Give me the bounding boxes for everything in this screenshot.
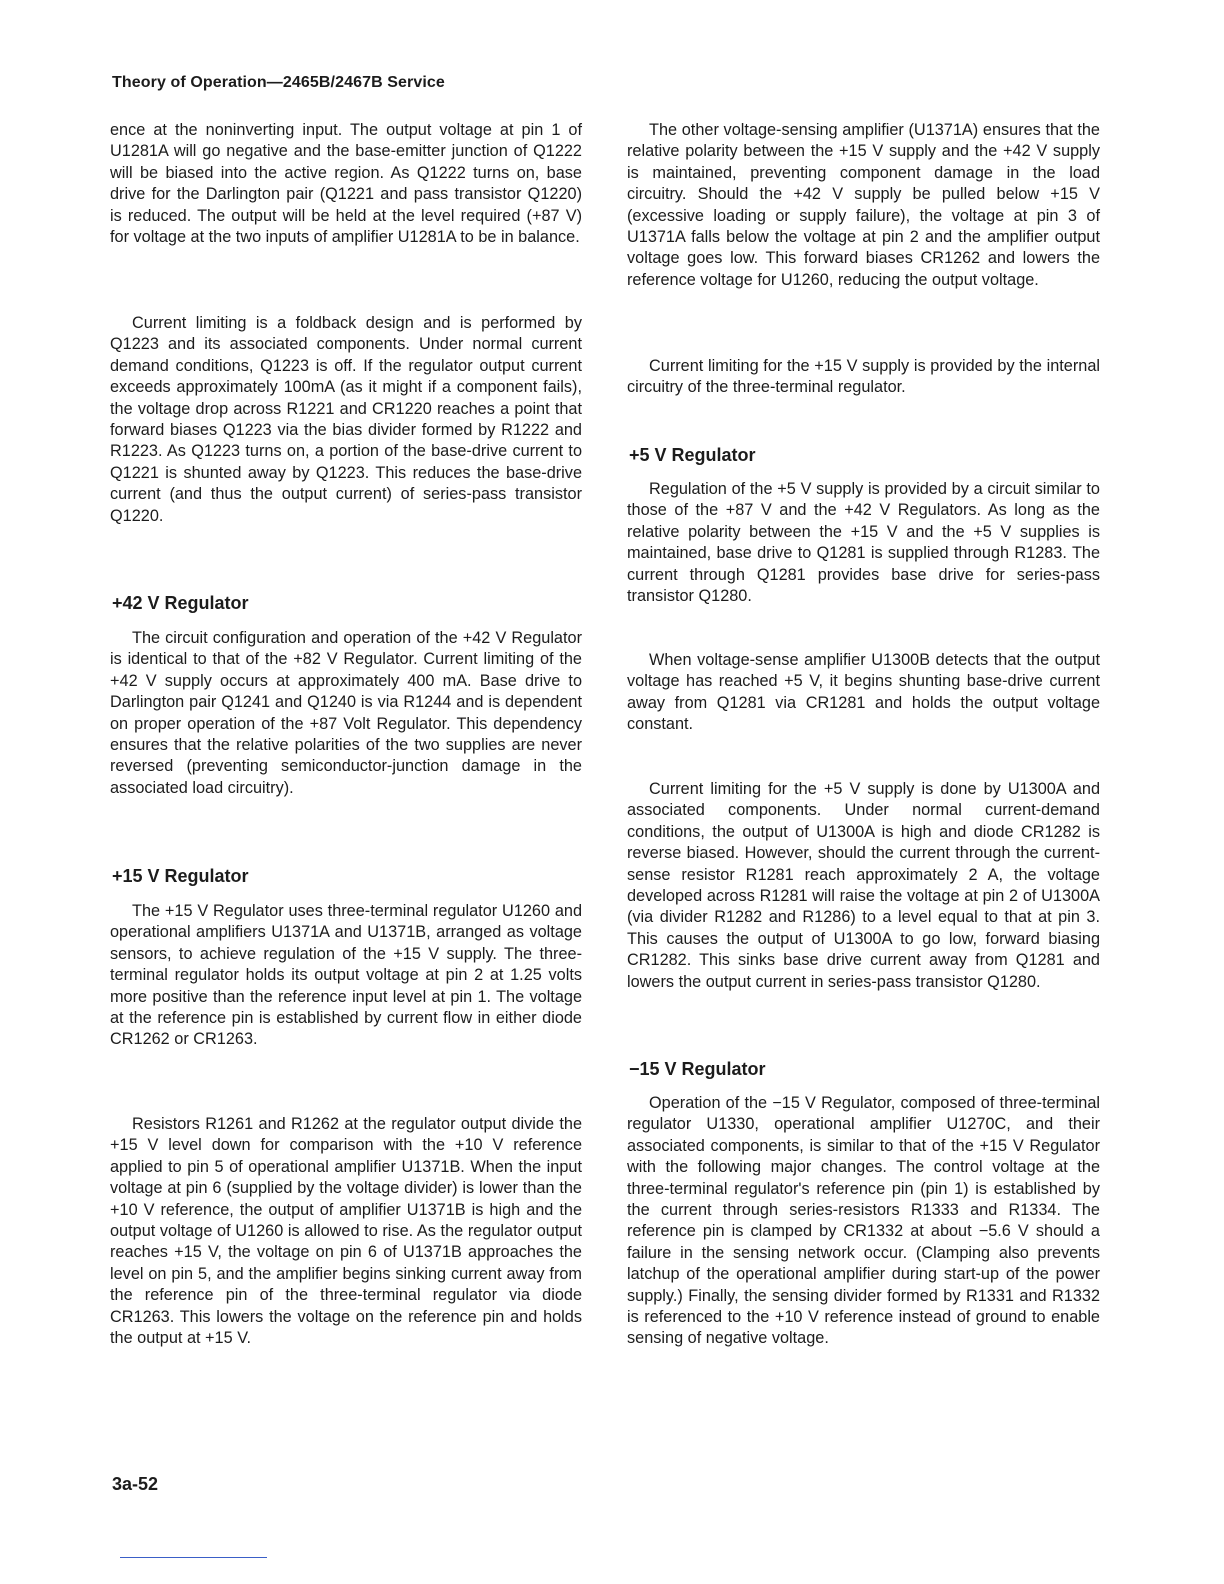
paragraph: Current limiting for the +5 V supply is done by U1300A and associated components. Under normal current-demand conditions, the output of U1300A is high and diode CR1282 is reverse biased. However, should the current through the current-sense resistor R1281 reach approximately 2 A, the voltage developed across R1281 will raise the voltage at pin 2 of U1300A (via divider R1282 and R1286) to a level equal to that at pin 3. This causes the output of U1300A to go low, forward biasing CR1282. This sinks base drive current away from Q1281 and lowers the output current in series-pass transistor Q1280. [627, 780, 1100, 991]
paragraph: The other voltage-sensing amplifier (U1371A) ensures that the relative polarity between the +15 V supply and the +42 V supply is maintained, preventing component damage in the load circuitry. Should the +42 V supply be pulled below +15 V (excessive loading or supply failure), the voltage at pin 3 of U1371A falls below the voltage at pin 2 and the amplifier output voltage goes low. This forward biases CR1262 and lowers the reference voltage for U1260, reducing the output voltage. [627, 121, 1100, 289]
section-heading-5v: +5 V Regulator [629, 445, 756, 465]
running-header: Theory of Operation—2465B/2467B Service [112, 74, 445, 91]
paragraph: Regulation of the +5 V supply is provided by a circuit similar to those of the +87 V and the +42 V Regulators. As long as the relative polarity between the +15 V and the +5 V supplies is maintained, base drive to Q1281 is supplied through R1283. The current through Q1281 provides base drive for series-pass transistor Q1280. [627, 480, 1100, 606]
paragraph: Resistors R1261 and R1262 at the regulator output divide the +15 V level down for comparison with the +10 V reference applied to pin 5 of operational amplifier U1371B. When the input voltage at pin 6 (supplied by the voltage divider) is lower than the +10 V reference, the output of amplifier U1371B is high and the output voltage of U1260 is allowed to rise. As the regulator output reaches +15 V, the voltage on pin 6 of U1371B approaches the level on pin 5, and the amplifier begins sinking current away from the reference pin of the three-terminal regulator via diode CR1263. This lowers the voltage on the reference pin and holds the output at +15 V. [110, 1115, 582, 1348]
paragraph: Operation of the −15 V Regulator, composed of three-terminal regulator U1330, operational amplifier U1270C, and their associated components, is similar to that of the +15 V Regulator with the following major changes. The control voltage at the three-terminal regulator's reference pin (pin 1) is established by the current through series-resistors R1333 and R1334. The reference pin is clamped by CR1332 at about −5.6 V should a failure in the sensing network occur. (Clamping also prevents latchup of the operational amplifier during start-up of the power supply.) Finally, the sensing divider formed by R1331 and R1332 is referenced to the +10 V reference instead of ground to enable sensing of negative voltage. [627, 1094, 1100, 1348]
paragraph: Current limiting for the +15 V supply is provided by the internal circuitry of the three-terminal regulator. [627, 357, 1100, 397]
paragraph: The +15 V Regulator uses three-terminal regulator U1260 and operational amplifiers U1371A and U1371B, arranged as voltage sensors, to achieve regulation of the +15 V supply. The three-terminal regulator holds its output voltage at pin 2 at 1.25 volts more positive than the reference input level at pin 1. The voltage at the reference pin is established by current flow in either diode CR1262 or CR1263. [110, 902, 582, 1049]
paragraph: When voltage-sense amplifier U1300B detects that the output voltage has reached +5 V, it begins shunting base-drive current away from Q1281 via CR1281 and holds the output voltage constant. [627, 651, 1100, 734]
page-number: 3a-52 [112, 1474, 159, 1494]
section-heading-42v: +42 V Regulator [112, 593, 249, 613]
footer-rule [120, 1557, 267, 1558]
paragraph: The circuit configuration and operation of the +42 V Regulator is identical to that of the +82 V Regulator. Current limiting of the +42 V supply occurs at approximately 400 mA. Base drive to Darlington pair Q1241 and Q1240 is via R1244 and is dependent on proper operation of the +87 Volt Regulator. This dependency ensures that the relative polarities of the two supplies are never reversed (preventing semiconductor-junction damage in the associated load circuitry). [110, 629, 582, 797]
paragraph: ence at the noninverting input. The output voltage at pin 1 of U1281A will go negative and the base-emitter junction of Q1222 will be biased into the active region. As Q1222 turns on, base drive for the Darlington pair (Q1221 and pass transistor Q1220) is reduced. The output will be held at the level required (+87 V) for voltage at the two inputs of amplifier U1281A to be in balance. [110, 121, 582, 247]
paragraph: Current limiting is a foldback design and is performed by Q1223 and its associated components. Under normal current demand conditions, Q1223 is off. If the regulator output current exceeds approximately 100mA (as it might if a component fails), the voltage drop across R1221 and CR1220 reaches a point that forward biases Q1223 via the bias divider formed by R1222 and R1223. As Q1223 turns on, a portion of the base-drive current to Q1221 is shunted away by Q1223. This reduces the base-drive current (and thus the output current) of series-pass transistor Q1220. [110, 314, 582, 525]
section-heading-15v: +15 V Regulator [112, 866, 249, 886]
section-heading-neg15v: −15 V Regulator [629, 1059, 766, 1079]
